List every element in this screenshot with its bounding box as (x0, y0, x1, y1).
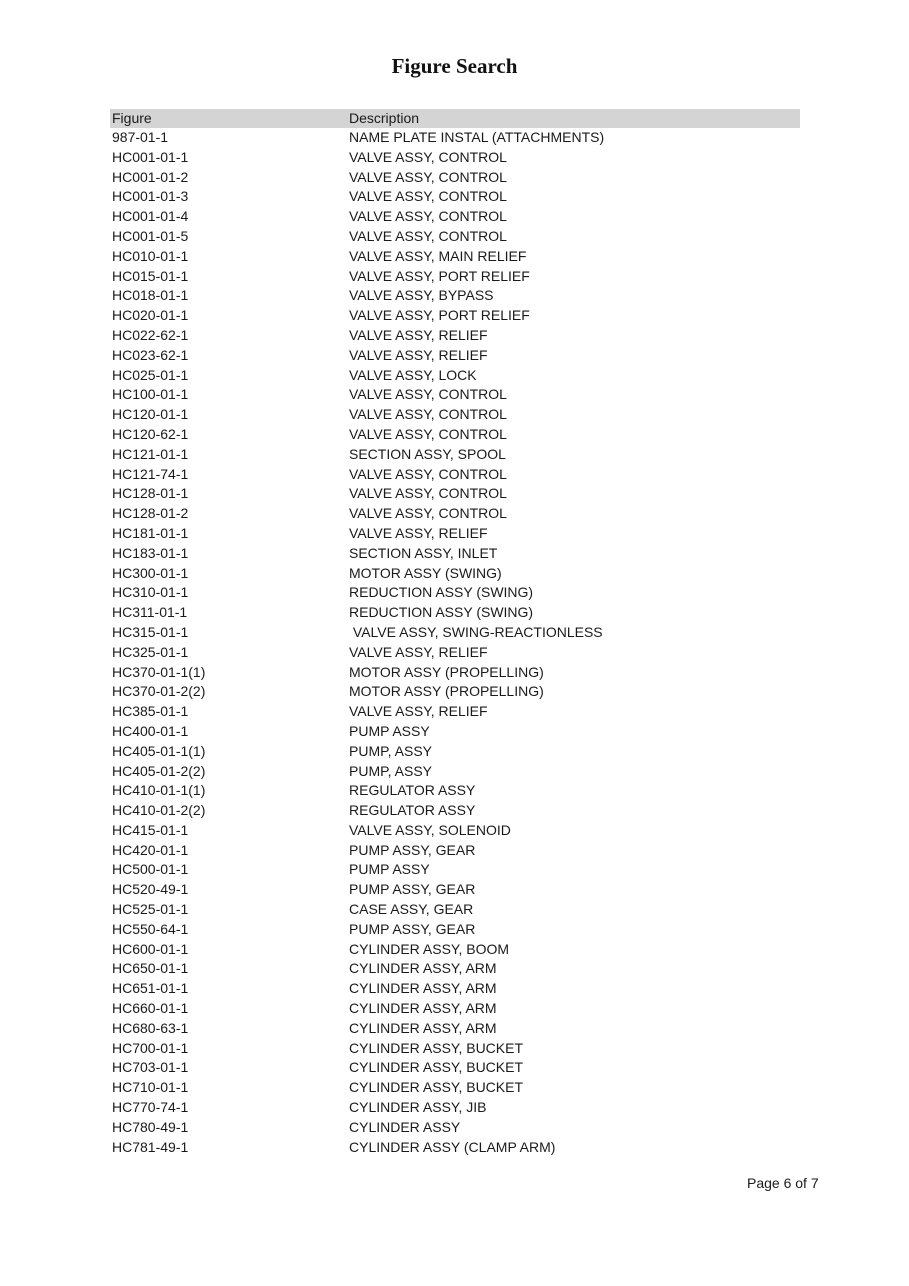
figure-description: VALVE ASSY, CONTROL (349, 168, 507, 185)
table-header-row (110, 109, 800, 128)
figure-description: VALVE ASSY, BYPASS (349, 287, 494, 304)
figure-description: PUMP ASSY, GEAR (349, 841, 476, 858)
figure-id: HC385-01-1 (112, 703, 189, 720)
figure-id: HC023-62-1 (112, 346, 189, 363)
figure-id: HC315-01-1 (112, 623, 189, 640)
table-row (110, 940, 800, 960)
table-row (110, 979, 800, 999)
table-row (110, 286, 800, 306)
table-row (110, 445, 800, 465)
table-row (110, 880, 800, 900)
table-row (110, 1058, 800, 1078)
figure-description: MOTOR ASSY (SWING) (349, 564, 502, 581)
figure-id: HC600-01-1 (112, 940, 189, 957)
table-row (110, 207, 800, 227)
figure-description: VALVE ASSY, CONTROL (349, 505, 507, 522)
table-row (110, 385, 800, 405)
figure-id: HC311-01-1 (112, 604, 188, 621)
table-row (110, 841, 800, 861)
table-row (110, 1138, 800, 1158)
figure-id: HC520-49-1 (112, 881, 189, 898)
figure-description: CYLINDER ASSY, ARM (349, 960, 497, 977)
table-row (110, 722, 800, 742)
figure-description: CYLINDER ASSY, ARM (349, 1019, 497, 1036)
table-row (110, 504, 800, 524)
table-row (110, 1019, 800, 1039)
table-row (110, 366, 800, 386)
table-row (110, 603, 800, 623)
table-row (110, 762, 800, 782)
figure-id: HC500-01-1 (112, 861, 189, 878)
table-row (110, 742, 800, 762)
figure-id: HC121-74-1 (112, 465, 189, 482)
figure-description: PUMP ASSY (349, 722, 430, 739)
table-row (110, 168, 800, 188)
figure-id: HC121-01-1 (112, 445, 189, 462)
figure-id: HC010-01-1 (112, 247, 189, 264)
table-row (110, 860, 800, 880)
table-row (110, 1098, 800, 1118)
figure-id: HC128-01-1 (112, 485, 189, 502)
table-row (110, 1039, 800, 1059)
figure-id: 987-01-1 (112, 129, 169, 145)
figure-description: VALVE ASSY, CONTROL (349, 208, 507, 225)
figure-description: CYLINDER ASSY (349, 1118, 461, 1135)
table-row (110, 900, 800, 920)
figure-id: HC703-01-1 (112, 1059, 189, 1076)
table-row (110, 227, 800, 247)
table-row (110, 544, 800, 564)
figure-description: CASE ASSY, GEAR (349, 901, 474, 918)
figure-id: HC370-01-2(2) (112, 683, 206, 700)
figure-description: VALVE ASSY, RELIEF (349, 346, 488, 363)
figure-description: VALVE ASSY, CONTROL (349, 148, 507, 165)
figure-id: HC100-01-1 (112, 386, 189, 403)
figure-description: PUMP ASSY, GEAR (349, 920, 476, 937)
figure-description: CYLINDER ASSY, ARM (349, 980, 497, 997)
figure-description: MOTOR ASSY (PROPELLING) (349, 663, 544, 680)
table-row (110, 425, 800, 445)
figure-id: HC025-01-1 (112, 366, 189, 383)
table-row (110, 128, 800, 148)
table-row (110, 583, 800, 603)
figure-id: HC022-62-1 (112, 326, 189, 343)
figure-id: HC415-01-1 (112, 821, 189, 838)
figure-description: CYLINDER ASSY, BOOM (349, 940, 510, 957)
figure-id: HC120-62-1 (112, 425, 189, 442)
table-row (110, 326, 800, 346)
figure-description: SECTION ASSY, SPOOL (349, 445, 506, 462)
figure-description: CYLINDER ASSY (CLAMP ARM) (349, 1138, 556, 1155)
column-header-description: Description (349, 110, 420, 126)
figure-id: HC183-01-1 (112, 544, 189, 561)
figure-id: HC781-49-1 (112, 1138, 189, 1155)
figure-id: HC181-01-1 (112, 524, 189, 541)
figure-id: HC001-01-5 (112, 227, 189, 244)
figure-id: HC018-01-1 (112, 287, 189, 304)
figure-id: HC550-64-1 (112, 920, 189, 937)
figure-description: CYLINDER ASSY, ARM (349, 1000, 497, 1017)
figure-description: VALVE ASSY, LOCK (349, 366, 477, 383)
figure-id: HC400-01-1 (112, 722, 189, 739)
figure-id: HC700-01-1 (112, 1039, 189, 1056)
figure-description: VALVE ASSY, PORT RELIEF (349, 307, 530, 324)
figure-description: VALVE ASSY, CONTROL (349, 188, 507, 205)
table-row (110, 524, 800, 544)
figure-description: CYLINDER ASSY, BUCKET (349, 1079, 524, 1096)
table-row (110, 306, 800, 326)
figure-description: PUMP ASSY, GEAR (349, 881, 476, 898)
figure-description: PUMP ASSY (349, 861, 430, 878)
figure-id: HC650-01-1 (112, 960, 189, 977)
column-header-figure: Figure (112, 110, 152, 126)
figure-id: HC128-01-2 (112, 505, 189, 522)
figure-id: HC651-01-1 (112, 980, 189, 997)
figure-id: HC020-01-1 (112, 307, 189, 324)
figure-id: HC325-01-1 (112, 643, 189, 660)
figure-id: HC001-01-1 (112, 148, 189, 165)
table-row (110, 267, 800, 287)
table-row (110, 781, 800, 801)
figure-description: NAME PLATE INSTAL (ATTACHMENTS) (349, 129, 605, 145)
table-row (110, 663, 800, 683)
figure-description: VALVE ASSY, RELIEF (349, 524, 488, 541)
table-row (110, 247, 800, 267)
figure-description: REGULATOR ASSY (349, 782, 476, 799)
table-row (110, 465, 800, 485)
table-row (110, 643, 800, 663)
table-row (110, 1118, 800, 1138)
figure-description: VALVE ASSY, RELIEF (349, 643, 488, 660)
figure-description: PUMP, ASSY (349, 742, 433, 759)
table-row (110, 682, 800, 702)
figure-id: HC310-01-1 (112, 584, 189, 601)
figure-description: VALVE ASSY, SWING-REACTIONLESS (349, 623, 603, 640)
figure-description: VALVE ASSY, CONTROL (349, 485, 507, 502)
figure-id: HC120-01-1 (112, 406, 189, 423)
table-row (110, 959, 800, 979)
figure-description: PUMP, ASSY (349, 762, 433, 779)
figure-description: REDUCTION ASSY (SWING) (349, 604, 534, 621)
figure-description: VALVE ASSY, MAIN RELIEF (349, 247, 527, 264)
figure-description: SECTION ASSY, INLET (349, 544, 498, 561)
figure-description: CYLINDER ASSY, BUCKET (349, 1039, 524, 1056)
figure-id: HC680-63-1 (112, 1019, 189, 1036)
page-title: Figure Search (391, 54, 518, 78)
figure-id: HC001-01-4 (112, 208, 189, 225)
table-row (110, 821, 800, 841)
table-row (110, 187, 800, 207)
table-row (110, 346, 800, 366)
figure-id: HC001-01-2 (112, 168, 189, 185)
figure-table (110, 109, 800, 1157)
figure-id: HC405-01-2(2) (112, 762, 206, 779)
figure-description: VALVE ASSY, RELIEF (349, 703, 488, 720)
table-row (110, 148, 800, 168)
figure-description: VALVE ASSY, CONTROL (349, 425, 507, 442)
figure-description: VALVE ASSY, CONTROL (349, 386, 507, 403)
figure-id: HC015-01-1 (112, 267, 189, 284)
figure-description: VALVE ASSY, SOLENOID (349, 821, 511, 838)
figure-description: VALVE ASSY, CONTROL (349, 406, 507, 423)
table-row (110, 484, 800, 504)
table-row (110, 405, 800, 425)
figure-description: CYLINDER ASSY, JIB (349, 1099, 487, 1116)
figure-id: HC001-01-3 (112, 188, 189, 205)
figure-id: HC710-01-1 (112, 1079, 189, 1096)
figure-description: VALVE ASSY, CONTROL (349, 465, 507, 482)
figure-description: REDUCTION ASSY (SWING) (349, 584, 534, 601)
figure-id: HC525-01-1 (112, 901, 189, 918)
figure-description: CYLINDER ASSY, BUCKET (349, 1059, 524, 1076)
table-row (110, 623, 800, 643)
page-number: Page 6 of 7 (747, 1175, 819, 1191)
figure-id: HC770-74-1 (112, 1099, 189, 1116)
table-body (110, 128, 800, 1157)
table-row (110, 702, 800, 722)
table-row (110, 920, 800, 940)
figure-id: HC780-49-1 (112, 1118, 189, 1135)
figure-id: HC410-01-2(2) (112, 802, 206, 819)
figure-id: HC660-01-1 (112, 1000, 189, 1017)
figure-description: REGULATOR ASSY (349, 802, 476, 819)
figure-id: HC300-01-1 (112, 564, 189, 581)
figure-id: HC370-01-1(1) (112, 663, 206, 680)
figure-description: VALVE ASSY, RELIEF (349, 326, 488, 343)
table-row (110, 999, 800, 1019)
figure-id: HC410-01-1(1) (112, 782, 206, 799)
figure-id: HC405-01-1(1) (112, 742, 206, 759)
figure-description: VALVE ASSY, CONTROL (349, 227, 507, 244)
figure-description: VALVE ASSY, PORT RELIEF (349, 267, 530, 284)
table-row (110, 564, 800, 584)
figure-description: MOTOR ASSY (PROPELLING) (349, 683, 544, 700)
table-row (110, 801, 800, 821)
table-row (110, 1078, 800, 1098)
figure-id: HC420-01-1 (112, 841, 189, 858)
